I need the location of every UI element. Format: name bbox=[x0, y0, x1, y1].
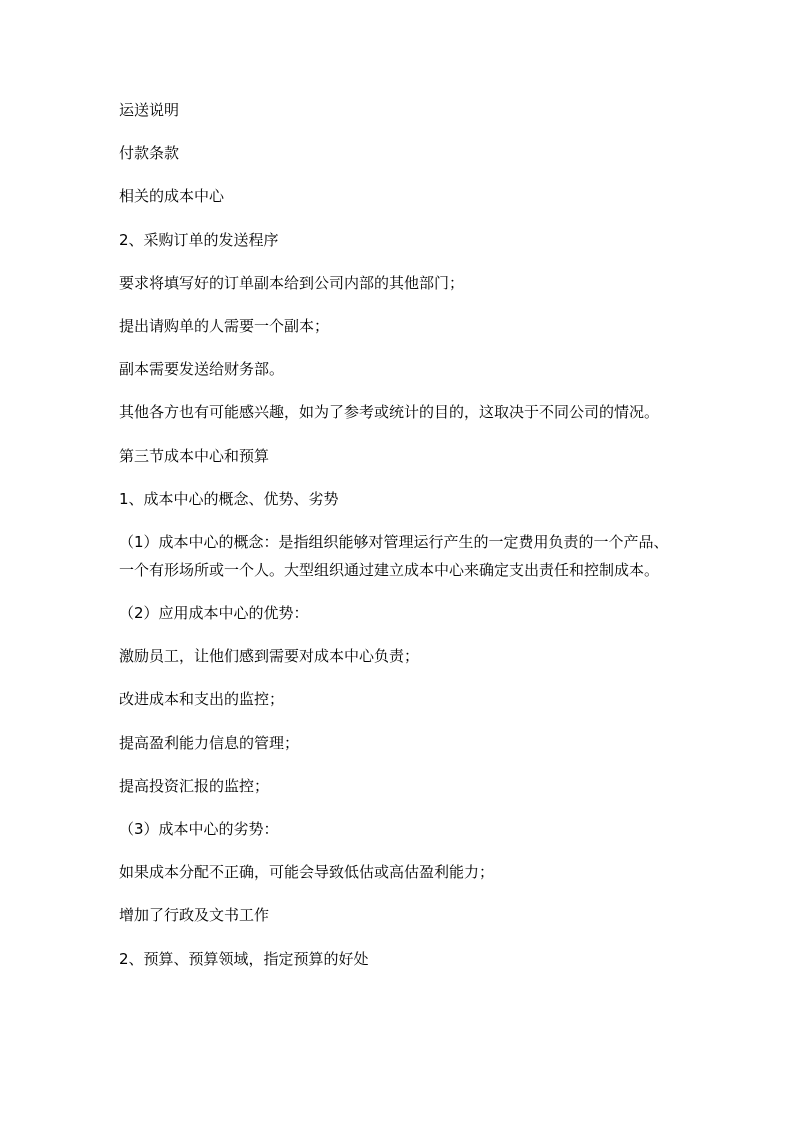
section-heading: 2、预算、预算领域，指定预算的好处 bbox=[119, 949, 369, 968]
chapter-heading: 第三节成本中心和预算 bbox=[119, 446, 270, 465]
paragraph: 提出请购单的人需要一个副本； bbox=[119, 316, 330, 335]
document-body bbox=[119, 96, 679, 973]
paragraph: 运送说明 bbox=[119, 101, 180, 119]
paragraph: 如果成本分配不正确，可能会导致低估或高估盈利能力； bbox=[119, 863, 495, 882]
paragraph: 其他各方也有可能感兴趣，如为了参考或统计的目的，这取决于不同公司的情况。 bbox=[119, 403, 660, 422]
paragraph: 提高盈利能力信息的管理； bbox=[119, 733, 300, 752]
paragraph: （1）成本中心的概念：是指组织能够对管理运行产生的一定费用负责的一个产品、一个有形场所或一个人。大型组织通过建立成本中心来确定支出责任和控制成本。 bbox=[119, 532, 669, 579]
paragraph: 要求将填写好的订单副本给到公司内部的其他部门； bbox=[119, 273, 465, 292]
subsection-heading: （3）成本中心的劣势： bbox=[119, 820, 279, 838]
paragraph: 提高投资汇报的监控； bbox=[119, 776, 270, 795]
section-heading: 2、采购订单的发送程序 bbox=[119, 230, 279, 249]
paragraph: 副本需要发送给财务部。 bbox=[119, 360, 285, 379]
paragraph: 改进成本和支出的监控； bbox=[119, 690, 285, 709]
paragraph: 激励员工，让他们感到需要对成本中心负责； bbox=[119, 647, 420, 666]
subsection-heading: （2）应用成本中心的优势： bbox=[119, 604, 309, 623]
paragraph: 相关的成本中心 bbox=[119, 187, 225, 206]
paragraph: 增加了行政及文书工作 bbox=[119, 906, 270, 925]
section-heading: 1、成本中心的概念、优势、劣势 bbox=[119, 489, 339, 508]
paragraph: 付款条款 bbox=[119, 144, 180, 163]
